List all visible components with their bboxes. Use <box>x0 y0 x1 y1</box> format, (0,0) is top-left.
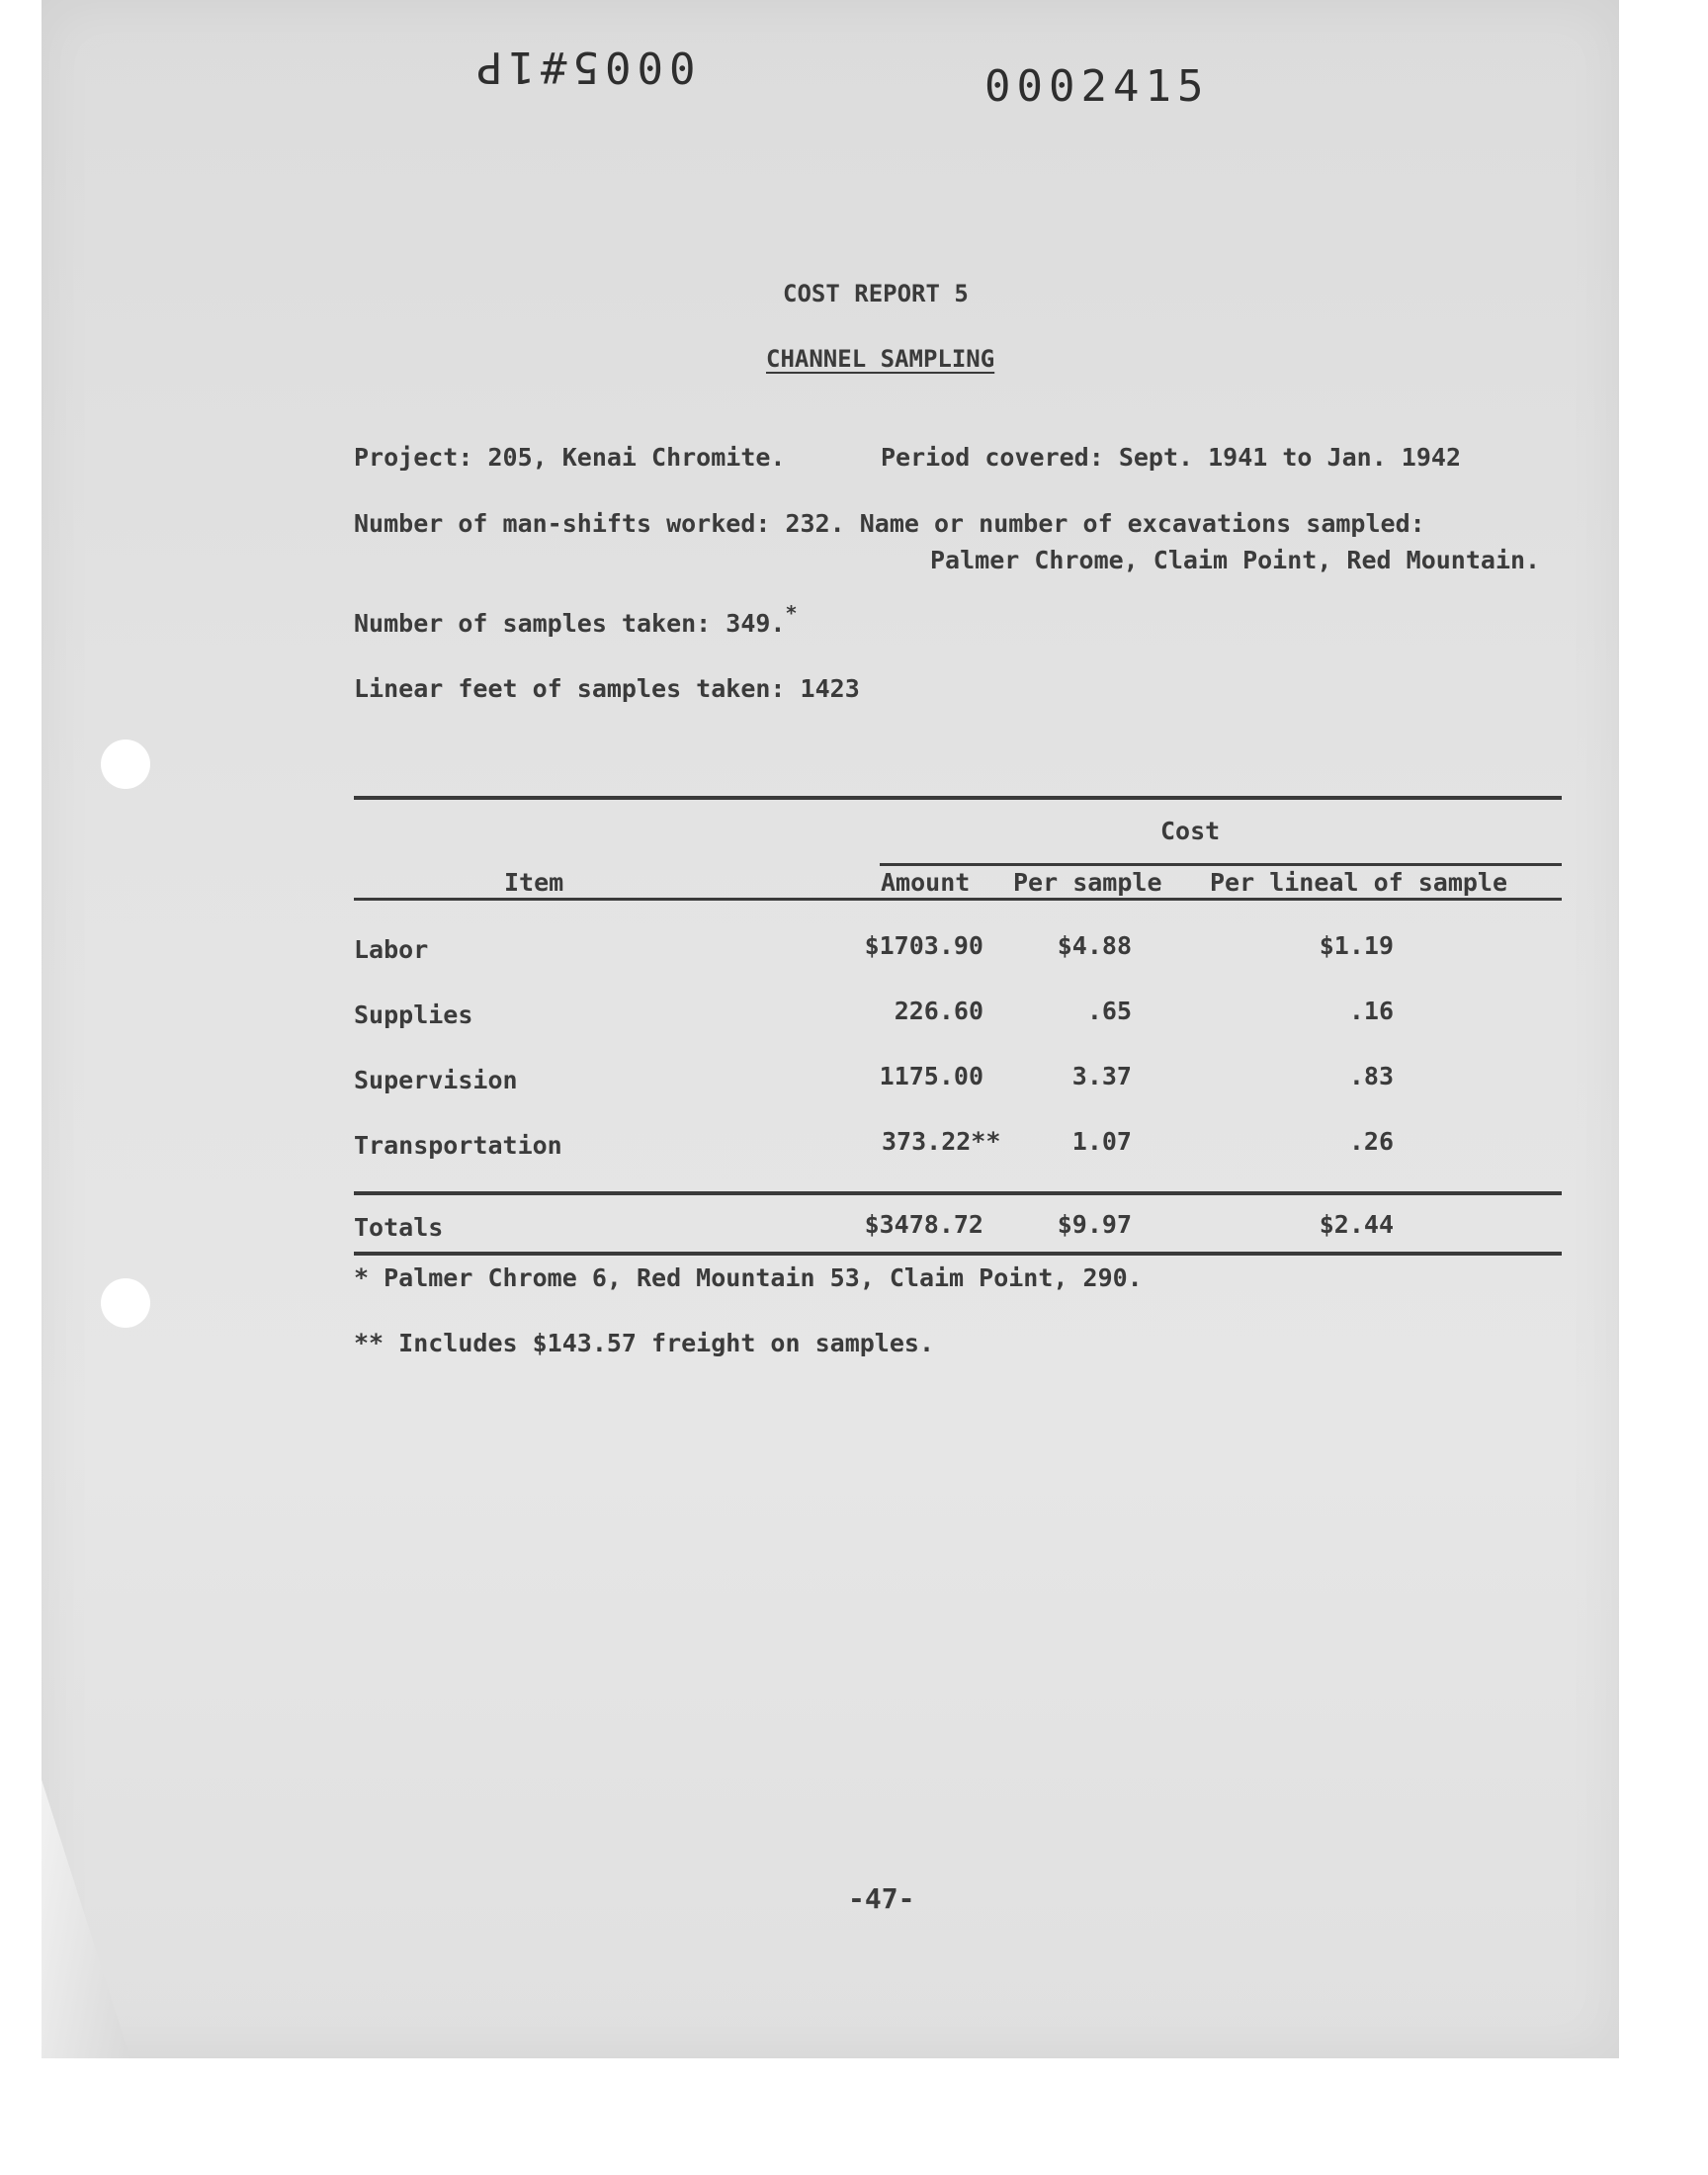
samples-taken-text: Number of samples taken: 349. <box>354 609 786 638</box>
row-amount: 373.22** <box>882 1127 1001 1156</box>
man-shifts-line: Number of man-shifts worked: 232. Name or number of excavations sampled: <box>354 509 1425 538</box>
excavations-line: Palmer Chrome, Claim Point, Red Mountain. <box>930 546 1541 574</box>
totals-per-sample: $9.97 <box>1057 1210 1132 1239</box>
report-subtitle: CHANNEL SAMPLING <box>766 345 995 373</box>
totals-label: Totals <box>354 1213 444 1242</box>
stamp-number-left: 0005#1P <box>470 42 696 92</box>
row-amount: 1175.00 <box>879 1062 983 1090</box>
table-top-rule <box>354 796 1562 800</box>
punch-hole <box>101 740 150 789</box>
row-per-sample: 1.07 <box>1071 1127 1132 1156</box>
document-page <box>42 0 1619 2058</box>
row-per-sample: $4.88 <box>1057 931 1132 960</box>
table-bottom-rule <box>354 1252 1562 1256</box>
row-per-lineal: .26 <box>1348 1127 1394 1156</box>
totals-amount: $3478.72 <box>864 1210 983 1239</box>
row-item: Supplies <box>354 1000 473 1029</box>
footnote-one: * Palmer Chrome 6, Red Mountain 53, Claim Point, 290. <box>354 1263 1143 1292</box>
punch-hole <box>101 1278 150 1328</box>
row-amount: 226.60 <box>894 997 983 1025</box>
row-per-lineal: $1.19 <box>1319 931 1394 960</box>
column-header-amount: Amount <box>881 868 971 897</box>
row-item: Supervision <box>354 1066 518 1094</box>
footnote-two: ** Includes $143.57 freight on samples. <box>354 1329 934 1357</box>
header-bottom-rule <box>354 898 1562 901</box>
row-per-sample: 3.37 <box>1071 1062 1132 1090</box>
page-number: -47- <box>848 1882 915 1915</box>
report-title: COST REPORT 5 <box>783 280 969 307</box>
row-item: Transportation <box>354 1131 562 1160</box>
footnote-mark: * <box>785 601 798 625</box>
totals-top-rule <box>354 1191 1562 1195</box>
row-amount: $1703.90 <box>864 931 983 960</box>
linear-feet-line: Linear feet of samples taken: 1423 <box>354 674 860 703</box>
column-header-item: Item <box>504 868 564 897</box>
samples-taken-line <box>354 601 798 638</box>
row-item: Labor <box>354 935 429 964</box>
row-per-lineal: .83 <box>1348 1062 1394 1090</box>
stamp-number-right: 0002415 <box>984 61 1210 112</box>
period-covered: Period covered: Sept. 1941 to Jan. 1942 <box>881 443 1461 472</box>
totals-per-lineal: $2.44 <box>1319 1210 1394 1239</box>
cost-header-rule <box>880 863 1562 866</box>
column-header-per-sample: Per sample <box>1013 868 1162 897</box>
column-header-per-lineal: Per lineal of sample <box>1210 868 1508 897</box>
row-per-sample: .65 <box>1086 997 1132 1025</box>
cost-header: Cost <box>1160 817 1221 845</box>
project-line: Project: 205, Kenai Chromite. <box>354 443 786 472</box>
row-per-lineal: .16 <box>1348 997 1394 1025</box>
